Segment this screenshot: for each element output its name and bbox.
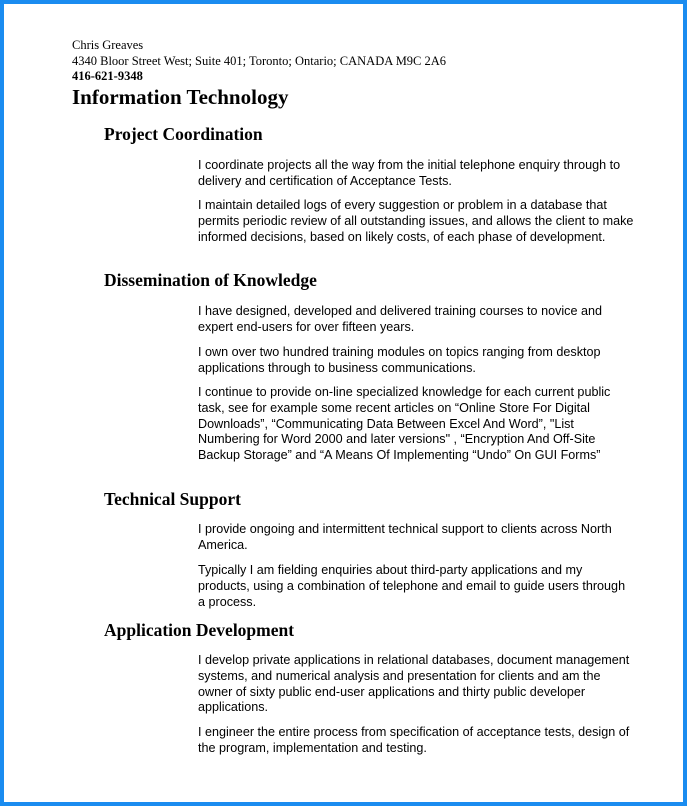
page-title: Information Technology <box>72 85 289 109</box>
section-paragraph: I provide ongoing and intermittent technical support to clients across North America. <box>198 522 612 552</box>
section-heading-application-development: Application Development <box>104 620 295 640</box>
section-paragraph: I engineer the entire process from specification of acceptance tests, design of the program, implementation and testing. <box>198 725 630 755</box>
contact-phone: 416-621-9348 <box>72 69 143 83</box>
section-paragraph: I have designed, developed and delivered training courses to novice and expert end-users for over fifteen years. <box>198 304 602 334</box>
contact-address: 4340 Bloor Street West; Suite 401; Toronto; Ontario; CANADA M9C 2A6 <box>72 53 447 68</box>
section-paragraph: Typically I am fielding enquiries about third-party applications and my products, using a combination of telephone and email to guide users through a process. <box>198 563 626 609</box>
section-heading-dissemination-of-knowledge: Dissemination of Knowledge <box>104 270 317 290</box>
section-paragraph: I coordinate projects all the way from the initial telephone enquiry through to delivery and certification of Acceptance Tests. <box>198 158 621 188</box>
section-paragraph: I maintain detailed logs of every suggestion or problem in a database that permits periodic review of all outstanding issues, and allows the client to make informed decisions, based on likely costs, of each phase of development. <box>198 198 634 244</box>
section-heading-project-coordination: Project Coordination <box>104 124 263 144</box>
section-paragraph: I own over two hundred training modules on topics ranging from desktop applications through to business communications. <box>198 345 601 375</box>
contact-header <box>72 38 446 85</box>
section-paragraph: I continue to provide on-line specialized knowledge for each current public task, see for example some recent articles on “Online Store For Digital Downloads”, “Communicating Data Between Excel And Word”, "List Numbering for Word 2000 and later versions" , “Encryption And Off-Site Backup Storage” and “A Means Of Implementing “Undo” On GUI Forms” <box>198 385 611 463</box>
contact-name: Chris Greaves <box>72 38 144 52</box>
section-paragraph: I develop private applications in relational databases, document management systems, and numerical analysis and presentation for clients and am the owner of sixty public end-user applications and thirty public developer applications. <box>198 653 630 715</box>
section-heading-technical-support: Technical Support <box>104 489 241 509</box>
